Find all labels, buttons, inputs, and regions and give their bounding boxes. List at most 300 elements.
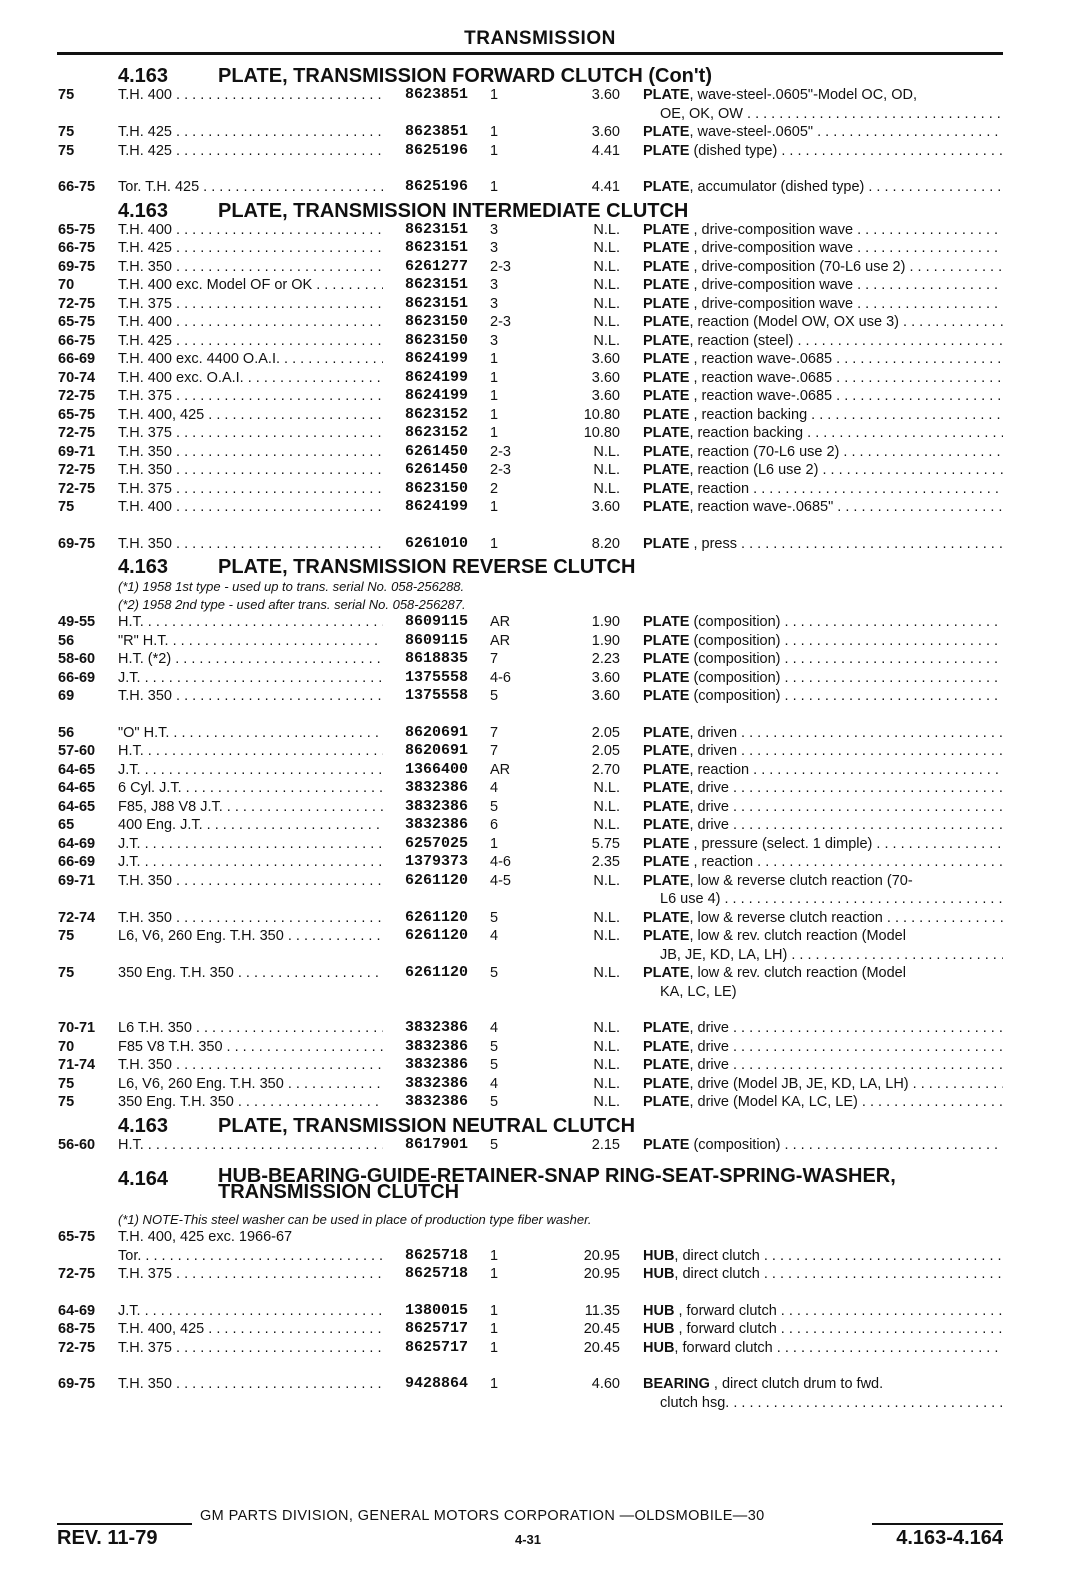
model-years: 75 bbox=[58, 928, 75, 944]
description bbox=[643, 295, 1003, 314]
model-years: 70 bbox=[58, 277, 75, 293]
description bbox=[643, 1038, 1003, 1057]
model-years: 69-75 bbox=[58, 258, 96, 275]
description-continuation: JB, JE, KD, LA, LH) . . . bbox=[660, 946, 1003, 965]
description bbox=[643, 461, 1003, 480]
description-detail: , reaction bbox=[689, 480, 750, 497]
price: N.L. bbox=[593, 1020, 620, 1036]
price: 10.80 bbox=[583, 406, 620, 423]
description-name: HUB bbox=[643, 1321, 675, 1337]
parts-row bbox=[0, 424, 1080, 443]
price: 10.80 bbox=[583, 425, 620, 441]
description-name: PLATE bbox=[643, 965, 690, 981]
quantity: 3 bbox=[490, 295, 499, 312]
parts-row bbox=[0, 1320, 1080, 1339]
price: 4.41 bbox=[591, 179, 620, 195]
description-detail: , forward clutch bbox=[674, 1321, 777, 1337]
quantity: 1 bbox=[490, 425, 499, 441]
price: 4.41 bbox=[591, 142, 620, 159]
description-name: PLATE bbox=[643, 406, 690, 423]
price: 3.60 bbox=[591, 369, 620, 386]
quantity: 5 bbox=[490, 909, 499, 926]
description-name: PLATE bbox=[643, 835, 690, 852]
description-detail: , low & reverse clutch reaction (70- bbox=[689, 872, 913, 889]
description-name: PLATE bbox=[643, 761, 690, 778]
description-name: PLATE bbox=[643, 480, 690, 497]
price: 20.95 bbox=[583, 1266, 620, 1282]
model-years: 65-75 bbox=[58, 221, 96, 238]
description-name: PLATE bbox=[643, 462, 690, 478]
description-detail: , direct clutch bbox=[674, 1247, 760, 1264]
description-detail: (composition) bbox=[689, 1136, 781, 1153]
description-name: PLATE bbox=[643, 872, 690, 889]
price: 3.60 bbox=[591, 499, 620, 515]
parts-row bbox=[0, 1228, 1080, 1247]
description-detail: , drive-composition wave bbox=[689, 221, 854, 238]
description bbox=[643, 835, 1003, 854]
part-number: 6261120 bbox=[405, 927, 469, 944]
description bbox=[643, 406, 1003, 425]
part-number: 8623151 bbox=[405, 220, 469, 238]
parts-row bbox=[0, 498, 1080, 517]
quantity: 4 bbox=[490, 780, 499, 796]
quantity: 1 bbox=[490, 1376, 499, 1392]
spacer bbox=[0, 1154, 1080, 1162]
quantity: 4 bbox=[490, 1020, 499, 1036]
quantity: 1 bbox=[490, 1302, 499, 1319]
quantity: 6 bbox=[490, 817, 499, 833]
application: T.H. 350 . . . bbox=[118, 461, 383, 480]
application: T.H. 375 . . . bbox=[118, 424, 383, 443]
parts-row bbox=[0, 313, 1080, 332]
section-heading bbox=[0, 197, 1080, 221]
model-years: 64-69 bbox=[58, 1302, 96, 1319]
parts-row bbox=[0, 1075, 1080, 1094]
part-number: 1379373 bbox=[405, 853, 469, 870]
description-detail: , pressure (select. 1 dimple) bbox=[689, 835, 873, 852]
description-detail: , driven bbox=[689, 724, 738, 741]
note-text: (*2) 1958 2nd type - used after trans. serial No. 058-256287. bbox=[118, 597, 466, 612]
page-header: TRANSMISSION bbox=[464, 28, 616, 49]
description-name: PLATE bbox=[643, 295, 690, 312]
parts-row bbox=[0, 406, 1080, 425]
part-number: 8623152 bbox=[405, 424, 469, 441]
application: F85 V8 T.H. 350 . . . bbox=[118, 1038, 383, 1057]
parts-row bbox=[0, 669, 1080, 688]
description-name: PLATE bbox=[643, 1094, 690, 1110]
model-years: 75 bbox=[58, 124, 75, 140]
price: 3.60 bbox=[591, 351, 620, 367]
parts-row bbox=[0, 221, 1080, 240]
description-detail: , wave-steel-.0605" bbox=[689, 124, 814, 140]
quantity: 1 bbox=[490, 87, 499, 103]
part-number: 8618835 bbox=[405, 650, 469, 667]
model-years: 56-60 bbox=[58, 1136, 96, 1153]
quantity: 4 bbox=[490, 928, 499, 944]
parts-row bbox=[0, 798, 1080, 817]
description bbox=[643, 1136, 1003, 1155]
description-name: PLATE bbox=[643, 388, 690, 404]
description-name: PLATE bbox=[643, 669, 690, 686]
parts-row bbox=[0, 909, 1080, 928]
quantity: 1 bbox=[490, 1339, 499, 1356]
description bbox=[643, 650, 1003, 669]
description bbox=[643, 909, 1003, 928]
application: T.H. 425 . . . bbox=[118, 142, 383, 161]
price: 4.60 bbox=[591, 1376, 620, 1392]
quantity: 1 bbox=[490, 835, 499, 852]
quantity: 1 bbox=[490, 1266, 499, 1282]
part-number: 3832386 bbox=[405, 1074, 469, 1092]
parts-row bbox=[0, 535, 1080, 554]
model-years: 75 bbox=[58, 499, 75, 515]
part-number: 1375558 bbox=[405, 687, 469, 704]
quantity: 4-6 bbox=[490, 854, 511, 870]
description bbox=[643, 1056, 1003, 1075]
quantity: 1 bbox=[490, 388, 499, 404]
description bbox=[643, 1339, 1003, 1358]
model-years: 65-75 bbox=[58, 1229, 96, 1245]
description-name: PLATE bbox=[643, 258, 690, 275]
description-detail: (composition) bbox=[689, 669, 781, 686]
quantity: 4 bbox=[490, 1075, 499, 1092]
price: 2.35 bbox=[591, 854, 620, 870]
application: J.T. . . . bbox=[118, 835, 383, 854]
part-number: 3832386 bbox=[405, 1019, 469, 1036]
description-name: PLATE bbox=[643, 142, 690, 159]
price: 8.20 bbox=[591, 535, 620, 552]
description-detail: , reaction wave-.0685 bbox=[689, 369, 833, 386]
application: T.H. 350 . . . bbox=[118, 909, 383, 928]
application: T.H. 400 . . . bbox=[118, 313, 383, 332]
parts-row bbox=[0, 461, 1080, 480]
description bbox=[643, 350, 1003, 369]
parts-row bbox=[0, 687, 1080, 706]
quantity: 3 bbox=[490, 332, 499, 349]
parts-row bbox=[0, 1019, 1080, 1038]
description bbox=[643, 1302, 1003, 1321]
part-number: 6257025 bbox=[405, 834, 469, 852]
quantity: 1 bbox=[490, 351, 499, 367]
quantity: 1 bbox=[490, 535, 499, 552]
description-name: PLATE bbox=[643, 443, 690, 460]
description-detail: , drive-composition (70-L6 use 2) bbox=[689, 258, 906, 275]
price: 2.23 bbox=[591, 651, 620, 667]
description bbox=[643, 669, 1003, 688]
description-detail: , drive (Model KA, LC, LE) bbox=[689, 1094, 858, 1110]
description-detail: , drive bbox=[689, 798, 729, 815]
quantity: 2-3 bbox=[490, 462, 511, 478]
description bbox=[643, 779, 1003, 798]
model-years: 70-71 bbox=[58, 1020, 96, 1036]
description bbox=[643, 424, 1003, 443]
description-detail: , drive bbox=[689, 780, 729, 796]
description-name: PLATE bbox=[643, 780, 690, 796]
parts-row bbox=[0, 742, 1080, 761]
price: 2.15 bbox=[591, 1136, 620, 1153]
part-number: 8625196 bbox=[405, 141, 469, 159]
description-name: PLATE bbox=[643, 651, 690, 667]
price: 2.05 bbox=[591, 743, 620, 759]
price: N.L. bbox=[593, 221, 620, 238]
description-continuation: clutch hsg. . . . bbox=[660, 1394, 1003, 1413]
price: 11.35 bbox=[584, 1302, 620, 1319]
description-continuation: L6 use 4) . . . bbox=[660, 890, 1003, 909]
price: N.L. bbox=[593, 1094, 620, 1110]
description-detail: , press bbox=[689, 535, 737, 552]
section-note bbox=[0, 577, 1080, 595]
model-years: 66-69 bbox=[58, 669, 96, 686]
description-name: PLATE bbox=[643, 221, 690, 238]
application: T.H. 350 . . . bbox=[118, 443, 383, 462]
part-number: 8624199 bbox=[405, 368, 469, 386]
section-heading bbox=[0, 62, 1080, 86]
description bbox=[643, 1265, 1003, 1284]
description bbox=[643, 1075, 1003, 1094]
parts-row bbox=[0, 1093, 1080, 1112]
part-number: 3832386 bbox=[405, 1037, 469, 1055]
description bbox=[643, 761, 1003, 780]
model-years: 70 bbox=[58, 1038, 75, 1055]
application: T.H. 400 . . . bbox=[118, 221, 383, 240]
model-years: 65-75 bbox=[58, 406, 96, 423]
parts-row bbox=[0, 779, 1080, 798]
parts-row bbox=[0, 1339, 1080, 1358]
description bbox=[643, 964, 1003, 983]
model-years: 69-75 bbox=[58, 535, 96, 552]
price: N.L. bbox=[593, 1075, 620, 1092]
price: 3.60 bbox=[591, 124, 620, 140]
description-detail: , drive-composition wave bbox=[689, 240, 854, 256]
description bbox=[643, 443, 1003, 462]
part-number: 3832386 bbox=[405, 1056, 469, 1073]
description-detail: , reaction bbox=[689, 761, 750, 778]
description bbox=[643, 853, 1003, 872]
description-name: PLATE bbox=[643, 535, 690, 552]
part-number: 8625718 bbox=[405, 1265, 469, 1282]
description-detail: , reaction bbox=[689, 854, 754, 870]
application: "R" H.T. . . . bbox=[118, 632, 383, 651]
application: T.H. 350 . . . bbox=[118, 535, 383, 554]
application: H.T. . . . bbox=[118, 613, 383, 632]
application: J.T. . . . bbox=[118, 1302, 383, 1321]
description-name: PLATE bbox=[643, 425, 690, 441]
description bbox=[643, 221, 1003, 240]
quantity: 4-5 bbox=[490, 872, 511, 889]
section-heading bbox=[0, 1112, 1080, 1136]
application: T.H. 350 . . . bbox=[118, 1375, 383, 1394]
description-name: PLATE bbox=[643, 351, 690, 367]
model-years: 66-75 bbox=[58, 179, 96, 195]
model-years: 72-74 bbox=[58, 909, 96, 926]
description-detail: , accumulator (dished type) bbox=[689, 179, 865, 195]
price: N.L. bbox=[593, 332, 620, 349]
description-name: PLATE bbox=[643, 1057, 690, 1073]
description-name: PLATE bbox=[643, 854, 690, 870]
application: T.H. 375 . . . bbox=[118, 1265, 383, 1284]
description-name: PLATE bbox=[643, 499, 690, 515]
parts-row bbox=[0, 387, 1080, 406]
quantity: 1 bbox=[490, 406, 499, 423]
description-name: PLATE bbox=[643, 124, 690, 140]
description bbox=[643, 369, 1003, 388]
quantity: 2-3 bbox=[490, 443, 511, 460]
application: J.T. . . . bbox=[118, 853, 383, 872]
description bbox=[643, 142, 1003, 161]
part-number: 8623851 bbox=[405, 123, 469, 140]
application: H.T. (*2) . . . bbox=[118, 650, 383, 669]
quantity: 2 bbox=[490, 480, 499, 497]
application: T.H. 400 . . . bbox=[118, 86, 383, 105]
description bbox=[643, 1093, 1003, 1112]
description-name: HUB bbox=[643, 1302, 675, 1319]
description bbox=[643, 1247, 1003, 1266]
note-text: (*1) 1958 1st type - used up to trans. serial No. 058-256288. bbox=[118, 579, 465, 594]
description bbox=[643, 123, 1003, 142]
description-name: PLATE bbox=[643, 332, 690, 349]
price: 1.90 bbox=[591, 632, 620, 649]
parts-row bbox=[0, 1038, 1080, 1057]
part-number: 8623152 bbox=[405, 405, 469, 423]
description-detail: , drive (Model JB, JE, KD, LA, LH) bbox=[689, 1075, 909, 1092]
description-detail: , reaction wave-.0685 bbox=[689, 388, 833, 404]
description-name: PLATE bbox=[643, 314, 690, 330]
description-detail: (composition) bbox=[689, 688, 781, 704]
part-number: 3832386 bbox=[405, 797, 469, 815]
model-years: 69-75 bbox=[58, 1376, 96, 1392]
quantity: 1 bbox=[490, 179, 499, 195]
price: N.L. bbox=[593, 240, 620, 256]
section-title: PLATE, TRANSMISSION FORWARD CLUTCH (Con't) bbox=[218, 65, 712, 87]
part-number: 9428864 bbox=[405, 1375, 469, 1392]
description-detail: , drive-composition wave bbox=[689, 295, 854, 312]
revision-date: REV. 11-79 bbox=[57, 1527, 158, 1549]
description bbox=[643, 816, 1003, 835]
parts-row bbox=[0, 835, 1080, 854]
section-title: PLATE, TRANSMISSION INTERMEDIATE CLUTCH bbox=[218, 199, 689, 222]
application: T.H. 375 . . . bbox=[118, 295, 383, 314]
model-years: 75 bbox=[58, 87, 75, 103]
description-name: PLATE bbox=[643, 928, 690, 944]
application: T.H. 400 . . . bbox=[118, 498, 383, 517]
description-name: HUB bbox=[643, 1247, 675, 1264]
description bbox=[643, 178, 1003, 197]
price: N.L. bbox=[593, 817, 620, 833]
application: F85, J88 V8 J.T. . . . bbox=[118, 798, 383, 817]
parts-row bbox=[0, 123, 1080, 142]
application: T.H. 375 . . . bbox=[118, 480, 383, 499]
model-years: 70-74 bbox=[58, 369, 96, 386]
row-spacer bbox=[0, 1357, 1080, 1375]
description bbox=[643, 86, 1003, 105]
quantity: 2-3 bbox=[490, 314, 511, 330]
description-continuation: OE, OK, OW . . . bbox=[660, 105, 1003, 124]
quantity: 2-3 bbox=[490, 258, 511, 275]
description bbox=[643, 258, 1003, 277]
quantity: 1 bbox=[490, 369, 499, 386]
description-name: PLATE bbox=[643, 1136, 690, 1153]
application: J.T. . . . bbox=[118, 669, 383, 688]
price: 20.45 bbox=[583, 1339, 620, 1356]
part-number: 8625717 bbox=[405, 1338, 469, 1356]
model-years: 72-75 bbox=[58, 295, 96, 312]
description bbox=[643, 872, 1003, 891]
quantity: 3 bbox=[490, 240, 499, 256]
application: T.H. 375 . . . bbox=[118, 387, 383, 406]
model-years: 58-60 bbox=[58, 651, 96, 667]
description-detail: , low & rev. clutch reaction (Model bbox=[689, 928, 906, 944]
parts-row bbox=[0, 872, 1080, 891]
description bbox=[643, 1019, 1003, 1038]
part-number: 8623151 bbox=[405, 294, 469, 312]
price: 20.45 bbox=[583, 1321, 620, 1337]
parts-row bbox=[0, 1056, 1080, 1075]
parts-row bbox=[0, 1247, 1080, 1266]
model-years: 56 bbox=[58, 724, 75, 741]
section-note bbox=[0, 1210, 1080, 1228]
section-heading bbox=[0, 553, 1080, 577]
page-number: 4-31 bbox=[515, 1532, 542, 1547]
description-detail: , reaction (Model OW, OX use 3) bbox=[689, 314, 899, 330]
quantity: 5 bbox=[490, 1136, 499, 1153]
description-detail: (composition) bbox=[689, 632, 781, 649]
price: 5.75 bbox=[591, 835, 620, 852]
price: N.L. bbox=[593, 314, 620, 330]
part-number: 8609115 bbox=[405, 631, 469, 649]
parts-row bbox=[0, 239, 1080, 258]
description bbox=[643, 480, 1003, 499]
section-number: 4.163 bbox=[118, 199, 169, 222]
price: 20.95 bbox=[583, 1247, 620, 1264]
part-number: 8623151 bbox=[405, 239, 469, 256]
description bbox=[643, 724, 1003, 743]
description-detail: , reaction backing bbox=[689, 425, 804, 441]
description-detail: , reaction backing bbox=[689, 406, 808, 423]
part-number: 8623151 bbox=[405, 276, 469, 293]
description bbox=[643, 687, 1003, 706]
parts-row bbox=[0, 613, 1080, 632]
model-years: 72-75 bbox=[58, 388, 96, 404]
description-name: PLATE bbox=[643, 614, 690, 630]
model-years: 75 bbox=[58, 965, 75, 981]
parts-row-continuation bbox=[0, 946, 1080, 965]
parts-row bbox=[0, 295, 1080, 314]
price: 1.90 bbox=[591, 614, 620, 630]
quantity: 1 bbox=[490, 124, 499, 140]
model-years: 72-75 bbox=[58, 462, 96, 478]
description-detail: , direct clutch drum to fwd. bbox=[709, 1376, 884, 1392]
parts-row bbox=[0, 1265, 1080, 1284]
model-years: 72-75 bbox=[58, 425, 96, 441]
application: T.H. 425 . . . bbox=[118, 123, 383, 142]
part-number: 1366400 bbox=[405, 760, 469, 778]
parts-row-continuation bbox=[0, 1394, 1080, 1413]
section-title: PLATE, TRANSMISSION NEUTRAL CLUTCH bbox=[218, 1114, 636, 1137]
price: 2.05 bbox=[591, 724, 620, 741]
parts-row bbox=[0, 142, 1080, 161]
price: N.L. bbox=[593, 295, 620, 312]
price: N.L. bbox=[593, 872, 620, 889]
description-name: PLATE bbox=[643, 1020, 690, 1036]
application: T.H. 350 . . . bbox=[118, 872, 383, 891]
model-years: 66-75 bbox=[58, 332, 96, 349]
header-rule bbox=[57, 52, 1003, 55]
description-detail: (composition) bbox=[689, 651, 781, 667]
parts-row bbox=[0, 650, 1080, 669]
description bbox=[643, 798, 1003, 817]
price: N.L. bbox=[593, 965, 620, 981]
quantity: 5 bbox=[490, 1094, 499, 1110]
